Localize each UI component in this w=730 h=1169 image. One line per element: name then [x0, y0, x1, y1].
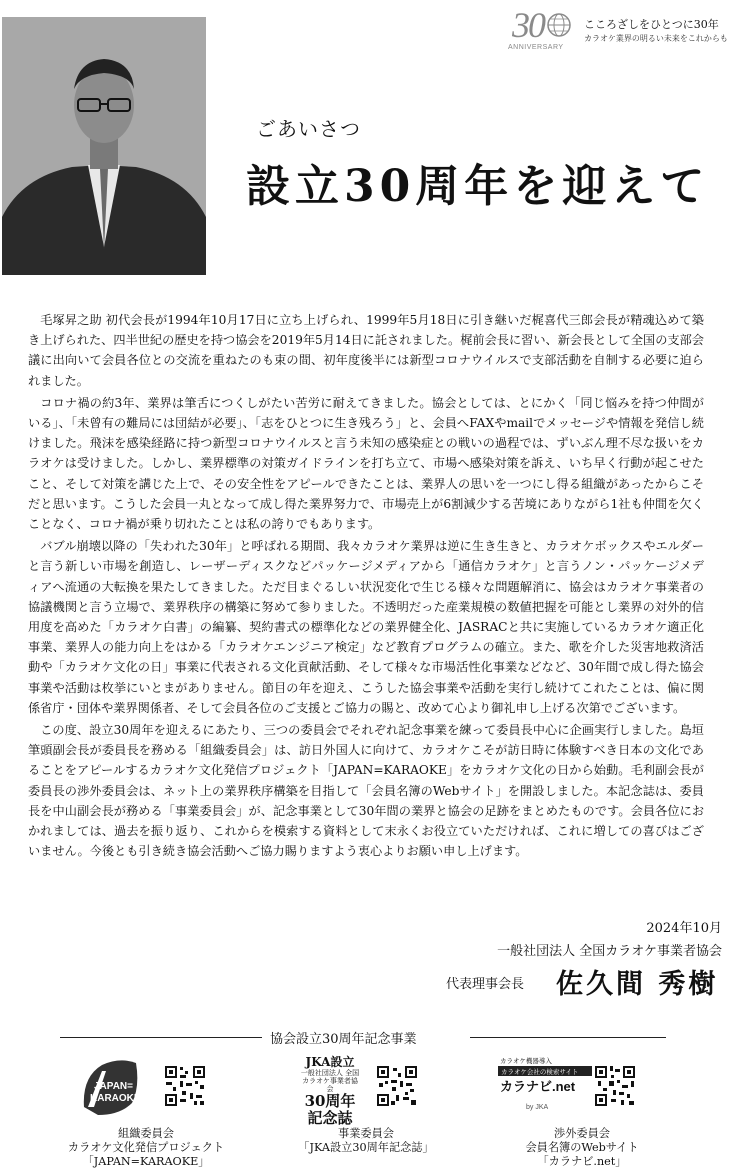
- organization-name: 一般社団法人 全国カラオケ事業者協会: [497, 944, 722, 959]
- project-description: カラオケ文化発信プロジェクト: [67, 1141, 225, 1154]
- project-committee: 渉外委員会: [554, 1127, 610, 1140]
- project-name: 「JAPAN=KARAOKE」: [82, 1155, 210, 1168]
- project-caption: [482, 1127, 682, 1169]
- qr-code-icon[interactable]: [164, 1065, 206, 1107]
- signer-title: 代表理事会長: [446, 977, 525, 992]
- japan-karaoke-logo-line1: JAPAN=: [94, 1081, 133, 1092]
- section-divider: [60, 1037, 262, 1038]
- memorial-book-logo: [300, 1055, 360, 1127]
- article-paragraph: バブル崩壊以降の「失われた30年」と呼ばれる期間、我々カラオケ業界は逆に生き生きと、カラオケボックスやエルダーと言う新しい市場を創造し、レーザーディスクなどパッケージメディアから「通信カラオケ」と言うノン・パッケージメディアへ流通の大転換を果たしてきました。ただ目まぐるしい状況変化で生じる様々な問題解消に、協会はカラオケ事業者の協議機関と言う立場で、業界秩序の構築に努めて参りました。不透明だった産業規模の数値把握を可能とし業界の対外的信用度を高めた「カラオケ白書」の編纂、契約書式の標準化などの業界健全化、JASRACと共に実施しているカラオケ適正化事業、業界人の能力向上をはかる「カラオケエンジニア検定」など教育プログラムの確立。また、歌を介した災害地救済活動や「カラオケ文化の日」事業に代表される文化貢献活動、そして様々な市場活性化事業などなど、30年間で成し得た協会事業や活動は枚挙にいとまがありません。節目の年を迎え、こうした協会事業や活動を実行し続けてこれたことは、偏に関係省庁・団体や業界関係者、そして会員各位のご支援とご協力の賜と、改めて心より御礼申し上げる次第でございます。: [28, 539, 704, 715]
- header-subtagline: カラオケ業界の明るい未来をこれからも: [584, 34, 728, 43]
- globe-icon: [546, 12, 572, 38]
- memorial-book-logo-line3: 30周年: [304, 1092, 356, 1110]
- article-body: [28, 310, 704, 861]
- project-name: 「JKA設立30周年記念誌」: [298, 1141, 434, 1154]
- qr-code-icon[interactable]: [376, 1065, 418, 1107]
- karanavi-logo-line1: カラオケ機器導入: [500, 1058, 552, 1065]
- anniversary-logo: [506, 4, 576, 56]
- section-divider: [470, 1037, 666, 1038]
- karanavi-logo-line4: by JKA: [526, 1104, 549, 1111]
- japan-karaoke-logo-line2: KARAOKE: [90, 1093, 141, 1104]
- project-name: 「カラナビ.net」: [537, 1155, 627, 1168]
- article-paragraph: この度、設立30周年を迎えるにあたり、三つの委員会でそれぞれ記念事業を練って委員長中心に企画実行しました。島垣筆頭副会長が委員長を務める「組織委員会」は、訪日外国人に向けて、カラオケこそが訪日時に体験すべき日本の文化であることをアピールするカラオケ文化発信プロジェクト「JAPAN=KARAOKE」をカラオケ文化の日から始動。毛利副会長が委員長の渉外委員会は、ネット上の業界秩序構築を目指して「会員名簿のWebサイト」を開設しました。本記念誌は、委員長を中山副会長が務める「事業委員会」が、記念事業として30年間の業界と協会の足跡をまとめたものです。会員各位におかれましては、過去を振り返り、これからを模索する資料として末永くお役立ていただければ、これに増しての喜びはございません。今後とも引き続き協会活動へご協力賜りますよう衷心よりお願い申し上げます。: [28, 723, 705, 859]
- karanavi-logo-line3: カラナビ.net: [500, 1079, 576, 1094]
- article-kicker: ごあいさつ: [256, 117, 361, 141]
- memorial-book-logo-line2: 一般社団法人 全国カラオケ事業者協会: [300, 1069, 360, 1093]
- article-date: 2024年10月: [646, 921, 722, 936]
- karanavi-logo: [496, 1055, 604, 1117]
- project-committee: 組織委員会: [118, 1127, 174, 1140]
- anniversary-logo-text: ANNIVERSARY: [508, 44, 564, 51]
- anniversary-logo-number: 30: [512, 5, 544, 45]
- header-tagline: こころざしをひとつに30年: [584, 18, 719, 31]
- project-caption: [266, 1127, 466, 1155]
- project-caption: [46, 1127, 246, 1169]
- project-description: 会員名簿のWebサイト: [525, 1141, 639, 1154]
- memorial-book-logo-line4: 記念誌: [307, 1109, 353, 1127]
- projects-section-title: 協会設立30周年記念事業: [270, 1032, 417, 1047]
- article-paragraph: コロナ禍の約3年、業界は筆舌につくしがたい苦労に耐えてきました。協会としては、とにかく「同じ悩みを持つ仲間がいる」、「未曾有の難局には団結が必要」、「志をひとつに生き残ろう」と、会員へFAXやmailでメッセージや情報を発信し続けました。飛沫を感染経路に持つ新型コロナウイルスと言う未知の感染症との戦いの過程では、ずいぶん理不尽な扱いをカラオケは受けました。しかし、業界標準の対策ガイドラインを打ち立て、市場へ感染対策を訴え、いち早く行動が起こせたこと、そして対策を講じた上で、その安全性をアピールできたことは、業界人の思いを一つにし得る組織があったからこそだと思います。こうした会員一丸となって成し得た業界努力で、市場売上が6割減少する苦境にありながら1社も仲間を欠くことなく、コロナ禍が乗り切れたことは私の誇りでもあります。: [28, 395, 704, 532]
- karanavi-logo-line2: カラオケ会社の検索サイト: [501, 1069, 579, 1076]
- article-headline: 設立30周年を迎えて: [246, 161, 710, 212]
- japan-karaoke-logo: [80, 1057, 142, 1117]
- memorial-book-logo-line1: JKA設立: [305, 1055, 355, 1069]
- article-paragraph: 毛塚昇之助 初代会長が1994年10月17日に立ち上げられ、1999年5月18日に引き継いだ梶喜代三郎会長が精魂込めて築き上げられた、四半世紀の歴史を持つ協会を2019年5月14日に託されました。梶前会長に習い、新会長として全国の支部会議に出向いて会員各位との交流を重ねたのも束の間、初年度後半には新型コロナウイルスで支部活動を自制する必要に迫られました。: [28, 313, 704, 388]
- portrait-photo: [2, 17, 206, 275]
- qr-code-icon[interactable]: [594, 1065, 636, 1107]
- signer-name: 佐久間 秀樹: [556, 969, 719, 1000]
- project-committee: 事業委員会: [338, 1127, 394, 1140]
